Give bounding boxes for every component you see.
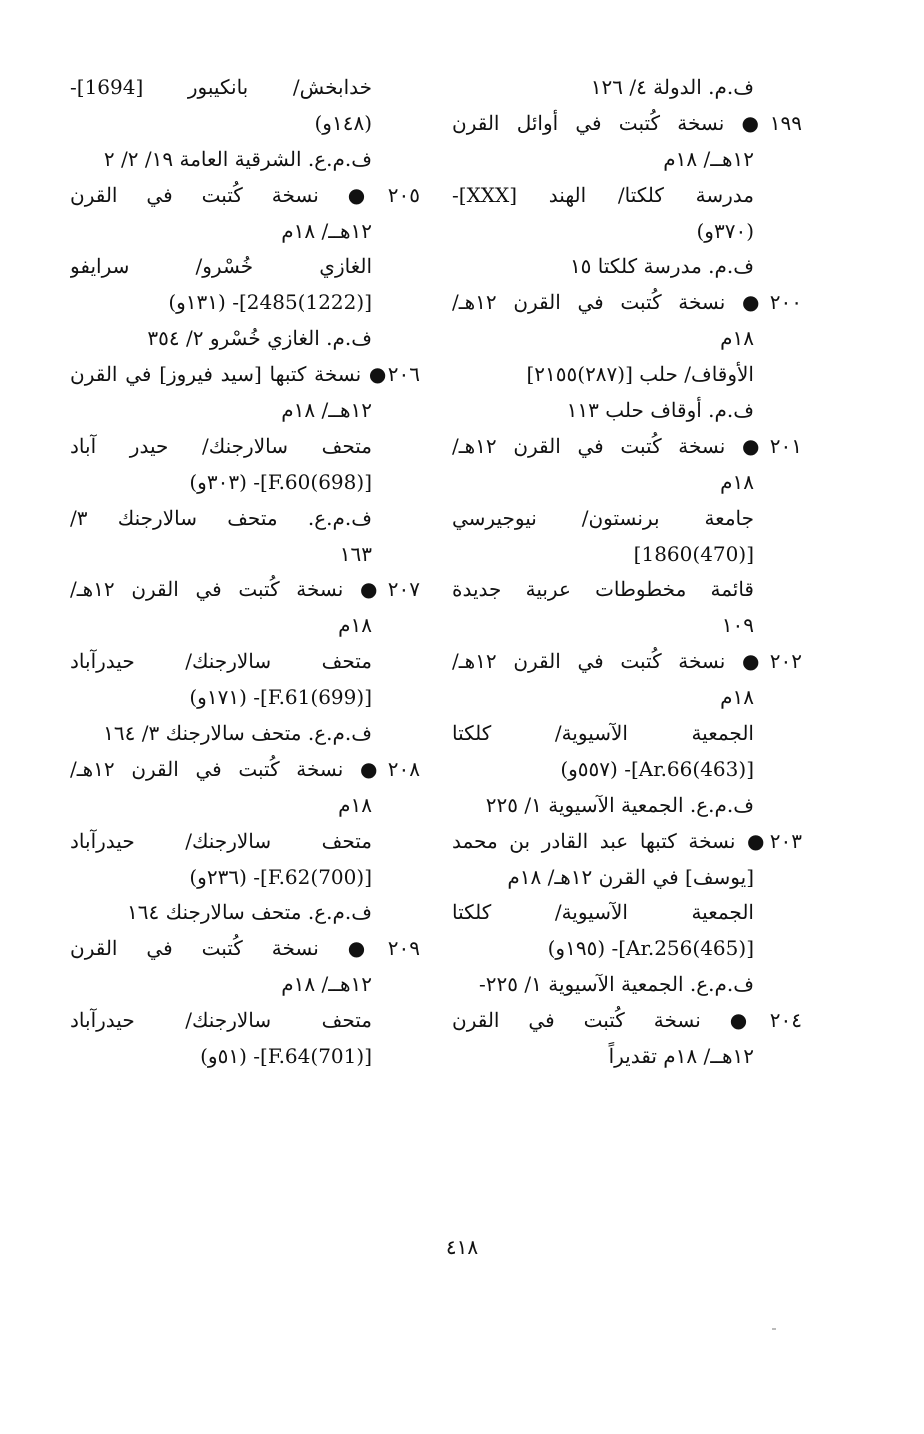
right-column (452, 70, 802, 1075)
text-line: متحف سالارجنك/ حيدرآباد (70, 649, 372, 674)
text-line: ١٢هــ/ ١٨م (281, 398, 372, 423)
text-line: (١٤٨و) (314, 110, 372, 135)
text-line: متحف سالارجنك/ حيدر آباد (70, 433, 372, 458)
text-line: ف.م.ع. الجمعية الآسيوية ١/ ٢٢٥ (485, 792, 754, 817)
text-line: متحف سالارجنك/ حيدرآباد (70, 828, 372, 853)
text-line: ١٨م (720, 326, 754, 351)
text-line: الأوقاف/ حلب [(٢٨٧)٢١٥٥] (526, 362, 754, 387)
scan-speck (772, 1328, 776, 1330)
text-line: [(701)F.64]- (٥١و) (200, 1044, 372, 1069)
page-number: ٤١٨ (445, 1235, 479, 1259)
text-line: ١٨م (338, 792, 372, 817)
text-line: [(698)F.60]- (٣٠٣و) (189, 469, 372, 494)
text-line: جامعة برنستون/ نيوجيرسي (452, 505, 754, 530)
text-line: ٢٠٨● نسخة كُتبت في القرن ١٢هـ/ (70, 756, 420, 781)
text-line: ف.م.ع. الجمعية الآسيوية ١/ ٢٢٥- (479, 972, 754, 997)
text-line: [(699)F.61]- (١٧١و) (189, 685, 372, 710)
text-line: ف.م. أوقاف حلب ١١٣ (566, 398, 754, 423)
text-line: ٢٠٥● نسخة كُتبت في القرن (70, 182, 420, 207)
text-line: [(463)Ar.66]- (٥٥٧و) (560, 756, 754, 781)
text-line: ف.م. الغازي خُسْرو ٢/ ٣٥٤ (147, 326, 372, 351)
text-line: ف.م.ع. الشرقية العامة ١٩/ ٢/ ٢ (103, 146, 372, 171)
text-line: الجمعية الآسيوية/ كلكتا (452, 721, 754, 746)
text-line: ف.م.ع. متحف سالارجنك ٣/ ١٦٤ (103, 721, 372, 746)
text-line: خدابخش/ بانكيبور [1694]- (70, 75, 372, 99)
text-line: مدرسة كلكتا/ الهند [XXX]- (452, 182, 754, 207)
text-line: ٢٠٠● نسخة كُتبت في القرن ١٢هـ/ (452, 290, 802, 315)
text-line: ١٢هــ/ ١٨م تقديراً (608, 1044, 754, 1069)
left-column (70, 70, 420, 1075)
text-line: ف.م.ع. متحف سالارجنك ٣/ (70, 505, 372, 530)
text-line: ف.م. مدرسة كلكتا ١٥ (569, 254, 754, 279)
text-line: ١٨م (338, 613, 372, 638)
text-line: ١٦٣ (339, 541, 372, 566)
text-line: قائمة مخطوطات عربية جديدة (452, 577, 754, 602)
text-line: (٣٧٠و) (696, 218, 754, 243)
text-line: ١٢هــ/ ١٨م (281, 972, 372, 997)
text-line: ٢٠٦● نسخة كتبها [سيد فيروز] في القرن (70, 362, 420, 387)
text-line: ف.م.ع. متحف سالارجنك ١٦٤ (127, 900, 372, 925)
text-line: [(470)1860] (633, 541, 754, 566)
text-line: [يوسف] في القرن ١٢هـ/ ١٨م (507, 864, 754, 889)
text-line: ٢٠٤● نسخة كُتبت في القرن (452, 1008, 802, 1033)
text-line: ١٨م (720, 469, 754, 494)
text-line: الغازي خُسْرو/ سرايفو (70, 254, 372, 279)
text-line: ١٢هــ/ ١٨م (281, 218, 372, 243)
text-line: ١٠٩ (721, 613, 754, 638)
text-line: ٢٠٩● نسخة كُتبت في القرن (70, 936, 420, 961)
text-line: ٢٠١● نسخة كُتبت في القرن ١٢هـ/ (452, 433, 802, 458)
text-line: [(465)Ar.256]- (١٩٥و) (547, 936, 754, 961)
text-line: [(1222)2485]- (١٣١و) (168, 290, 372, 315)
text-line: الجمعية الآسيوية/ كلكتا (452, 900, 754, 925)
text-line: ١٨م (720, 685, 754, 710)
text-line: ١٢هــ/ ١٨م (663, 146, 754, 171)
text-line: ٢٠٢● نسخة كُتبت في القرن ١٢هـ/ (452, 649, 802, 674)
text-line: ٢٠٧● نسخة كُتبت في القرن ١٢هـ/ (70, 577, 420, 602)
text-line: ف.م. الدولة ٤/ ١٢٦ (590, 75, 754, 99)
text-line: متحف سالارجنك/ حيدرآباد (70, 1008, 372, 1033)
text-line: ٢٠٣● نسخة كتبها عبد القادر بن محمد (452, 828, 802, 853)
text-line: ١٩٩● نسخة كُتبت في أوائل القرن (452, 110, 802, 135)
text-line: [(700)F.62]- (٢٣٦و) (189, 864, 372, 889)
